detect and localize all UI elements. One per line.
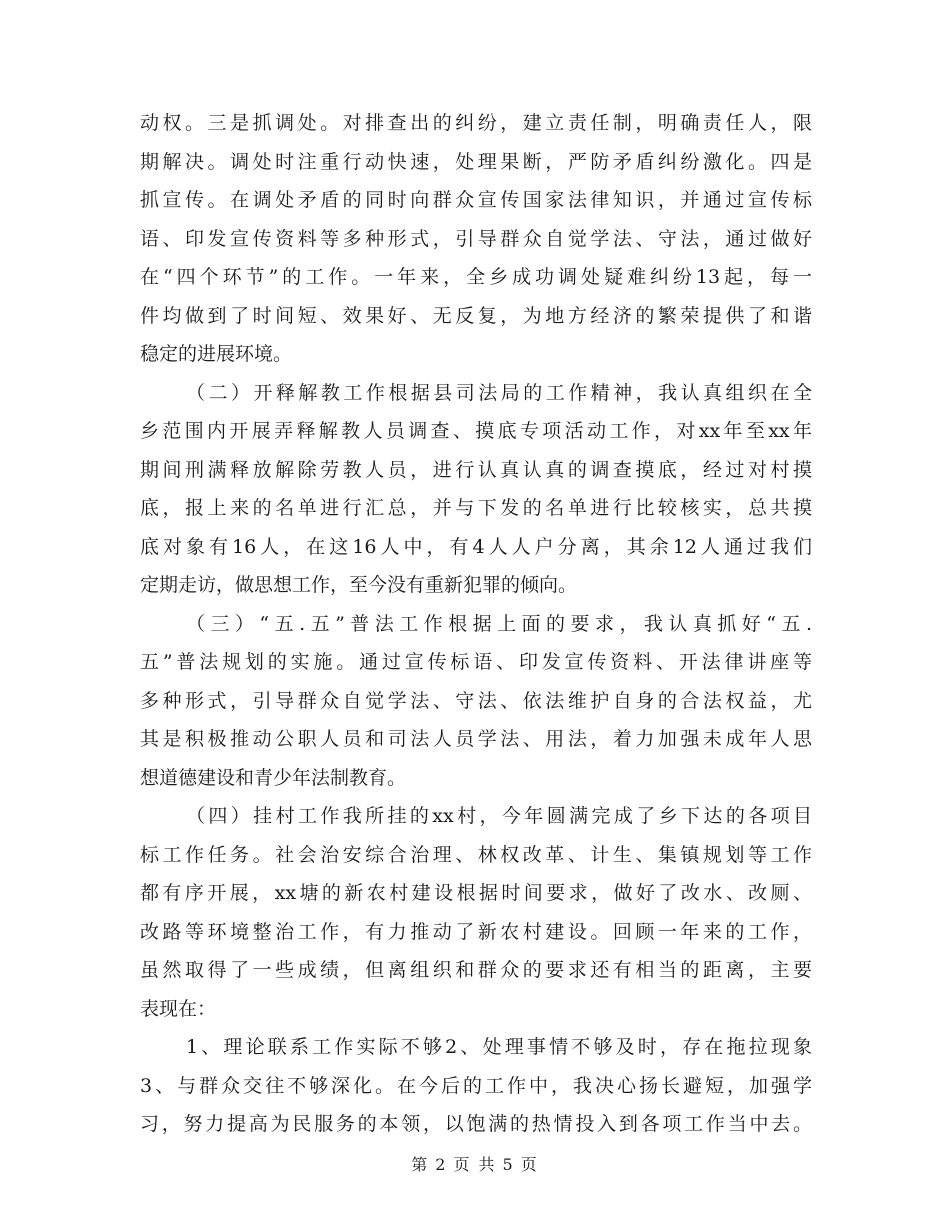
total-pages-number: 5 [502, 1155, 515, 1174]
text-line: 3、与群众交往不够深化。在今后的工作中，我决心扬长避短，加强学 [140, 1074, 812, 1097]
text-line: 改路等环境整治工作，有力推动了新农村建设。回顾一年来的工作， [140, 920, 812, 943]
paragraph-heading-line: （四）挂村工作我所挂的xx村，今年圆满完成了乡下达的各项目 [186, 805, 812, 827]
text-line: 抓宣传。在调处矛盾的同时向群众宣传国家法律知识，并通过宣传标 [140, 189, 812, 211]
text-line: 在“四个环节”的工作。一年来，全乡成功调处疑难纠纷13起，每一 [140, 266, 812, 288]
text-line: 表现在： [140, 997, 217, 1020]
footer-suffix: 页 [520, 1155, 539, 1174]
paragraph-heading-line: （三）“五.五”普法工作根据上面的要求，我认真抓好“五. [186, 612, 812, 635]
text-line: 语、印发宣传资料等多种形式，引导群众自觉学法、守法，通过做好 [140, 227, 812, 250]
text-line: 想道德建设和青少年法制教育。 [140, 766, 407, 789]
text-line: 底，报上来的名单进行汇总，并与下发的名单进行比较核实，总共摸 [140, 497, 812, 519]
text-line: 虽然取得了一些成绩，但离组织和群众的要求还有相当的距离，主要 [140, 959, 812, 981]
text-line: 其是积极推动公职人员和司法人员学法、用法，着力加强未成年人思 [140, 728, 812, 750]
current-page-number: 2 [435, 1155, 448, 1174]
paragraph-heading-line: （二）开释解教工作根据县司法局的工作精神，我认真组织在全 [186, 381, 812, 404]
text-line: 稳定的进展环境。 [140, 343, 293, 365]
text-line: 都有序开展，xx塘的新农村建设根据时间要求，做好了改水、改厕、 [140, 882, 812, 904]
text-line: 习，努力提高为民服务的本领，以饱满的热情投入到各项工作当中去。 [140, 1113, 812, 1135]
footer-middle: 页 共 [453, 1155, 497, 1174]
footer-prefix: 第 [411, 1155, 430, 1174]
page-footer [0, 1152, 950, 1175]
text-line: 标工作任务。社会治安综合治理、林权改革、计生、集镇规划等工作 [140, 843, 812, 866]
text-line: 五”普法规划的实施。通过宣传标语、印发宣传资料、开法律讲座等 [140, 651, 812, 673]
text-line: 乡范围内开展弄释解教人员调查、摸底专项活动工作，对xx年至xx年 [140, 420, 812, 442]
text-line: 底对象有16人，在这16人中，有4人人户分离，其余12人通过我们 [140, 535, 812, 558]
text-line: 动权。三是抓调处。对排查出的纠纷，建立责任制，明确责任人，限 [140, 112, 812, 134]
document-body [140, 104, 812, 1144]
text-line: 期间刑满释放解除劳教人员，进行认真认真的调查摸底，经过对村摸 [140, 458, 812, 481]
text-line: 定期走访，做思想工作，至今没有重新犯罪的倾向。 [140, 574, 578, 596]
text-line: 期解决。调处时注重行动快速，处理果断，严防矛盾纠纷激化。四是 [140, 150, 812, 173]
text-line: 件均做到了时间短、效果好、无反复，为地方经济的繁荣提供了和谐 [140, 304, 812, 327]
text-line: 多种形式，引导群众自觉学法、守法、依法维护自身的合法权益，尤 [140, 689, 812, 712]
paragraph-heading-line: 1、理论联系工作实际不够2、处理事情不够及时，存在拖拉现象 [186, 1036, 812, 1058]
